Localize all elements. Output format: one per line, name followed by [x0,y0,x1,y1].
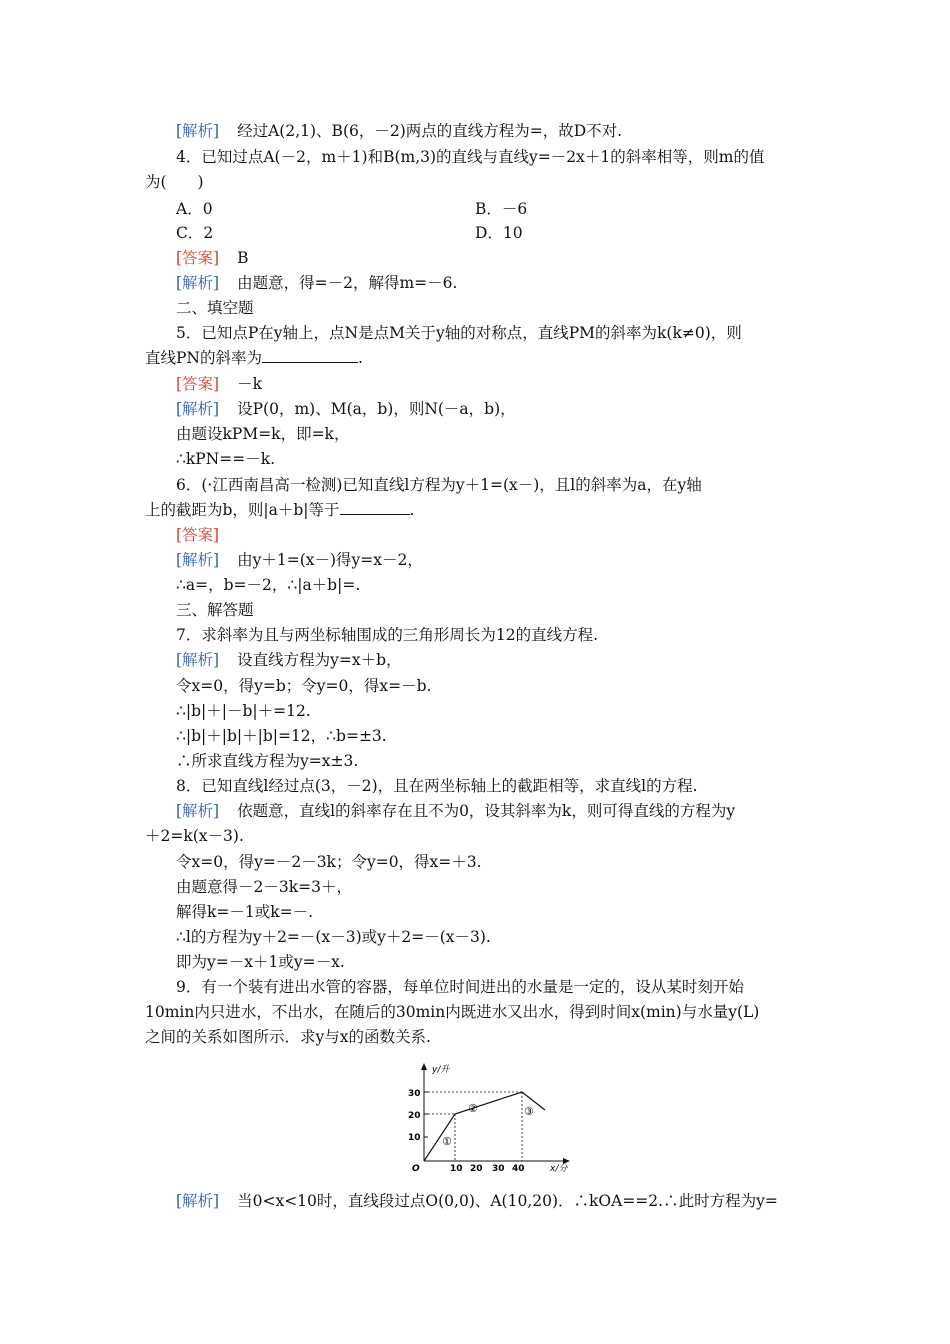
question-4-cont: 为( ) [145,173,204,191]
analysis-tag: [解析] [176,1192,220,1210]
option-d: D．10 [475,224,523,242]
analysis-cont: ＋2=k(x－3). [145,827,244,845]
y-tick: 30 [408,1089,421,1099]
analysis-cont: 由题设kPM=k，即=k， [176,425,350,443]
answer-line [176,524,219,546]
x-tick: 20 [470,1164,483,1174]
answer-line: [答案] B [176,249,249,267]
question-5-cont: 直线PN的斜率为 . [145,349,363,367]
x-tick: 40 [512,1164,525,1174]
analysis-cont: ∴a=，b=－2，∴|a＋b|=. [176,576,361,594]
segment-label-1: ① [442,1135,452,1148]
analysis-cont: ∴所求直线方程为y=x±3. [176,752,359,770]
segment-label-3: ③ [524,1105,534,1118]
analysis-line: [解析] 由y＋1=(x－)得y=x－2， [176,551,423,569]
analysis-cont: ∴kPN==－k. [176,450,276,468]
answer-blank [340,500,410,515]
question-8: 8．已知直线l经过点(3，－2)，且在两坐标轴上的截距相等，求直线l的方程. [176,777,698,795]
analysis-cont: ∴|b|＋|－b|＋=12. [176,702,311,720]
analysis-line: [解析] 设P(0，m)、M(a，b)，则N(－a，b)， [176,400,516,418]
analysis-tag: [解析] [176,802,220,820]
y-axis-arrow [421,1063,427,1070]
analysis-tag: [解析] [176,551,220,569]
question-9-cont: 10min内只进水，不出水，在随后的30min内既进水又出水，得到时间x(min)与水量y(L) [145,1003,760,1021]
origin-label: O [412,1164,420,1174]
analysis-cont: 由题意得－2－3k=3＋， [176,878,352,896]
section-heading: 二、填空题 [176,299,254,317]
answer-tag: [答案] [176,526,220,544]
question-4: 4．已知过点A(－2，m＋1)和B(m,3)的直线与直线y=－2x＋1的斜率相等，则m的值 [176,148,765,166]
question-5: 5．已知点P在y轴上，点N是点M关于y轴的对称点，直线PM的斜率为k(k≠0)，则 [176,324,742,342]
analysis-tag: [解析] [176,400,220,418]
option-c: C．2 [176,224,214,242]
analysis-cont: ∴l的方程为y＋2=－(x－3)或y＋2=－(x－3). [176,928,491,946]
question-6: 6．(·江西南昌高一检测)已知直线l方程为y＋1=(x－)，且l的斜率为a，在y轴 [176,476,702,494]
question-9-cont: 之间的关系如图所示．求y与x的函数关系. [145,1028,431,1046]
segment-label-2: ② [468,1102,478,1115]
y-tick: 10 [408,1133,421,1143]
y-tick: 20 [408,1111,421,1121]
analysis-tag: [解析] [176,274,220,292]
question-7: 7．求斜率为且与两坐标轴围成的三角形周长为12的直线方程. [176,626,599,644]
analysis-line: [解析] 经过A(2,1)、B(6，－2)两点的直线方程为=，故D不对. [176,122,623,140]
analysis-cont: 即为y=－x＋1或y=－x. [176,953,345,971]
analysis-cont: 解得k=－1或k=－. [176,903,314,921]
question-9: 9．有一个装有进出水管的容器，每单位时间进出的水量是一定的，设从某时刻开始 [176,978,744,996]
analysis-line: [解析] 当0<x<10时，直线段过点O(0,0)、A(10,20)．∴kOA==2.∴此时方程为y= [176,1192,778,1210]
answer-line: [答案] －k [176,375,263,393]
analysis-cont: 令x=0，得y=－2－3k；令y=0，得x=＋3. [176,853,482,871]
answer-tag: [答案] [176,375,220,393]
analysis-line: [解析] 设直线方程为y=x＋b， [176,651,402,669]
analysis-cont: ∴|b|＋|b|＋|b|=12，∴b=±3. [176,727,387,745]
question-6-cont: 上的截距为b，则|a＋b|等于 . [145,501,415,519]
water-volume-graph [402,1057,577,1177]
volume-curve [424,1092,545,1161]
analysis-line: [解析] 由题意，得=－2，解得m=－6. [176,274,458,292]
x-axis-label: x/分 [550,1164,568,1174]
answer-blank [262,348,358,363]
option-a: A．0 [176,200,213,218]
analysis-tag: [解析] [176,651,220,669]
y-axis-label: y/升 [432,1065,450,1075]
option-b: B．－6 [475,200,528,218]
answer-tag: [答案] [176,249,220,267]
analysis-cont: 令x=0，得y=b；令y=0，得x=－b. [176,677,432,695]
analysis-line: [解析] 依题意，直线l的斜率存在且不为0，设其斜率为k，则可得直线的方程为y [176,802,736,820]
section-heading: 三、解答题 [176,601,254,619]
analysis-tag: [解析] [176,122,220,140]
x-tick: 30 [492,1164,505,1174]
x-tick: 10 [450,1164,463,1174]
